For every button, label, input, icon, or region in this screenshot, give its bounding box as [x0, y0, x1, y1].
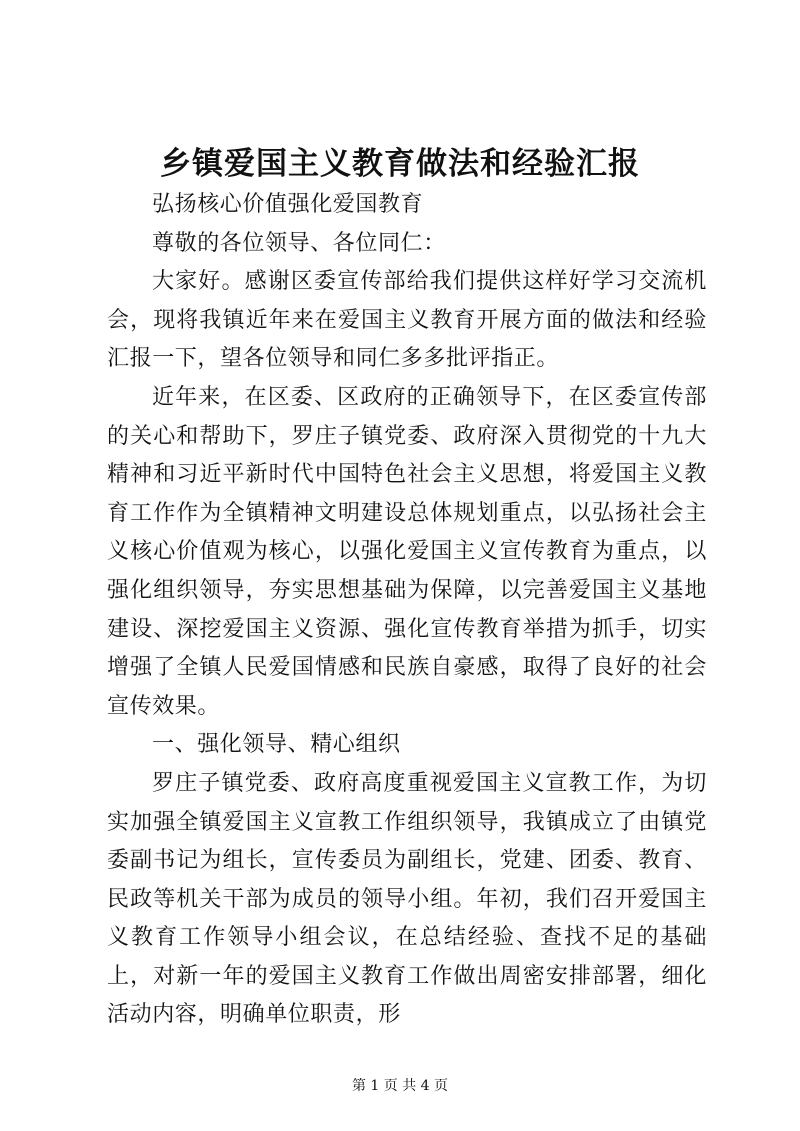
document-title: 乡镇爱国主义教育做法和经验汇报	[160, 146, 640, 182]
opening-paragraph: 大家好。感谢区委宣传部给我们提供这样好学习交流机会，现将我镇近年来在爱国主义教育开展方面的做法和经验汇报一下，望各位领导和同仁多多批评指正。	[107, 269, 707, 372]
section-paragraph: 罗庄子镇党委、政府高度重视爱国主义宣教工作，为切实加强全镇爱国主义宣教工作组织领导，我镇成立了由镇党委副书记为组长，宣传委员为副组长，党建、团委、教育、民政等机关干部为成员的领导小组。年初，我们召开爱国主义教育工作领导小组会议，在总结经验、查找不足的基础上，对新一年的爱国主义教育工作做出周密安排部署，细化活动内容，明确单位职责，形	[107, 770, 707, 1028]
section-heading: 一、强化领导、精心组织	[152, 732, 401, 758]
document-body	[107, 186, 707, 1035]
overview-paragraph: 近年来，在区委、区政府的正确领导下，在区委宣传部的关心和帮助下，罗庄子镇党委、政府深入贯彻党的十九大精神和习近平新时代中国特色社会主义思想，将爱国主义教育工作作为全镇精神文明建设总体规划重点，以弘扬社会主义核心价值观为核心，以强化爱国主义宣传教育为重点，以强化组织领导，夯实思想基础为保障，以完善爱国主义基地建设、深挖爱国主义资源、强化宣传教育举措为抓手，切实增强了全镇人民爱国情感和民族自豪感，取得了良好的社会宣传效果。	[107, 384, 707, 719]
salutation-paragraph: 尊敬的各位领导、各位同仁：	[152, 230, 446, 256]
page-footer: 第 1 页 共 4 页	[351, 1078, 449, 1094]
subtitle-paragraph: 弘扬核心价值强化爱国教育	[152, 192, 424, 217]
